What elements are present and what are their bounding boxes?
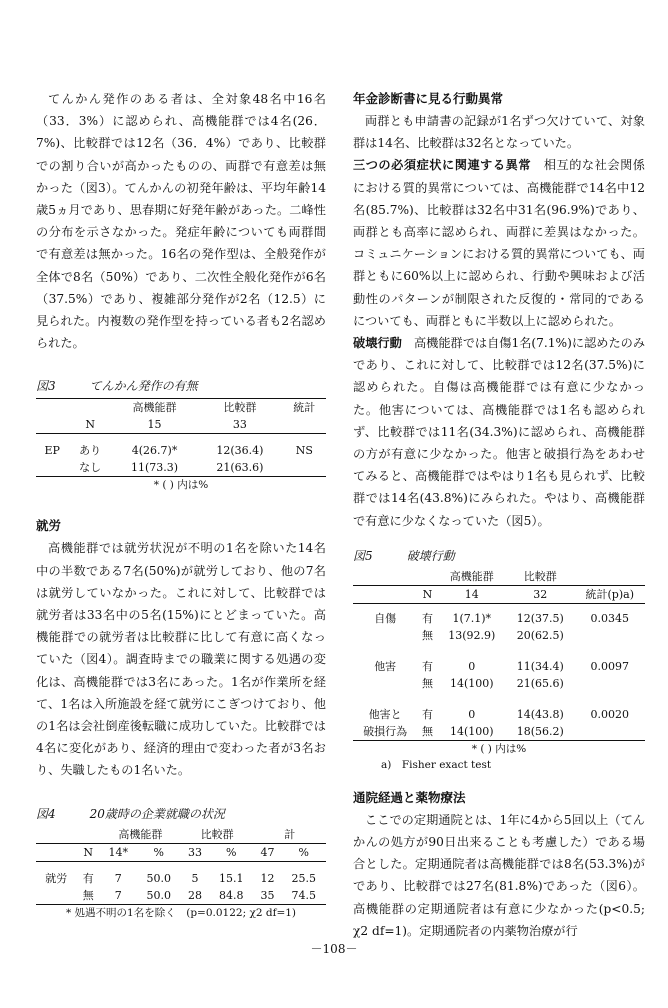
figure-3-label: 図3 — [36, 379, 56, 394]
figure-3-note: * ( ) 内は% — [153, 479, 209, 492]
epilepsy-paragraph: てんかん発作のある者は、全対象48名中16名（33．3%）に認められ、高機能群では4名(26．7%)、比較群では12名（36．4%）であり、比較群での割り合いが高かったものの、両群で有意差は無かった（図3）。てんかんの初発年齢は、平均年齢14歳5ヵ月であり、思春期に好発年齢があった。二峰性の分布を示さなかった。発症年齢についても両群間で有意差は無かった。16名の発作型は、全般発作が全体で8名（50%）であり、二次性全般化発作が6名（37.5%）であり、複雑部分発作が2名（12.5）に見られた。内複数の発作型を持っている者も2名認められた。 — [36, 92, 326, 351]
figure-5 — [353, 546, 645, 773]
followup-paragraph: ここでの定期通院とは、1年に4から5回以上（てんかんの処方が90日出来ることも考慮した）である場合とした。定期通院者は高機能群では8名(53.3%)がであり、比較群では27名(81.8%)であった（図6）。高機能群の定期通院者は有意に少なかった(p<0.5; χ2 df=1)。定期通院者の内薬物治療が行 — [353, 812, 645, 938]
table-header-row: 高機能群 比較群 計 — [118, 827, 296, 841]
figure-3-title: てんかん発作の有無 — [89, 379, 198, 394]
table-row: なし 11(73.3) 21(63.6) — [36, 459, 326, 477]
annual-report-heading: 年金診断書に見る行動異常 — [353, 91, 504, 106]
annual-report-paragraph: 両群とも申請書の記録が1名ずつ欠けていて、対象群は14名、比較群は32名となっていた。 — [353, 114, 645, 151]
triad-heading: 三つの必須症状に関連する異常 — [353, 158, 532, 173]
triad-text: 相互的な社会関係における質的異常については、高機能群で14名中12名(85.7%)、比較群は32名中31名(96.9%)であり、両群とも高率に認められ、両群に差異はなかった。コミュニケーションにおける質的異常についても、両群ともに60%以上に認められ、行動や興味および活動性のパターンが制限された反復的・常同的であるについても、両群ともに半数以上に認められた。 — [353, 158, 645, 328]
employment-paragraph: 高機能群では就労状況が不明の1名を除いた14名中の半数である7名(50%)が就労しており、他の7名は就労していなかった。これに対して、比較群では就労者は33名中の5名(15%)にとどまっていた。高機能群での就労者は比較群に比して有意に高くなっていた（図4）。調査時までの職業に関する処遇の変化は、高機能群では3名にあった。1名が作業所を経て、1名は入所施設を経て就労にこぎつけており、他の1名は会社倒産後転職に成功していた。比較群では4名に変化があり、経済的理由で変わった者が3名おり、失職したもの1名いた。 — [36, 541, 326, 778]
triad-paragraph — [353, 154, 645, 332]
table-row: 無 13(92.9) 20(62.5) — [421, 628, 564, 642]
destructive-text: 高機能群では自傷1名(7.1%)に認めたのみであり、これに対して、比較群では12名(37.5%)に認められた。自傷は高機能群では有意に少なかった。他害については、高機能群では1名も認められず、比較群では11名(34.3%)に認められ、高機能群の方が有意に少なかった。他害と破損行為をあわせてみると、高機能群ではやはり1名も見られず、比較群では14名(43.8%)にみられた。やはり、高機能群で有意に少なくなっていた（図5）。 — [353, 336, 646, 528]
destructive-paragraph — [353, 332, 645, 532]
figure-5-title: 破壊行動 — [406, 548, 455, 563]
figure-4 — [36, 804, 326, 921]
figure-5-label: 図5 — [353, 548, 373, 563]
right-column — [353, 88, 645, 942]
figure-4-label: 図4 — [36, 806, 56, 821]
table-row: 他害と 有 0 14(43.8) 0.0020 — [368, 707, 630, 721]
figure-5-footnote: a) Fisher exact test — [381, 758, 492, 771]
table-row: 破損行為 無 14(100) 18(56.2) — [353, 723, 645, 741]
left-column — [36, 88, 326, 921]
table-row: EP あり 4(26.7)* 12(36.4) NS — [44, 444, 313, 458]
destructive-heading: 破壊行動 — [353, 336, 402, 351]
figure-3-caption — [36, 376, 326, 396]
followup-heading: 通院経過と薬物療法 — [353, 789, 466, 805]
employment-heading: 就労 — [36, 518, 62, 534]
table-row: 就労 有 7 50.0 5 15.1 12 25.5 — [45, 871, 316, 885]
figure-3-table — [36, 398, 326, 477]
page-number: －108－ — [310, 942, 358, 956]
figure-5-table — [353, 568, 645, 741]
table-row: 他害 有 0 11(34.4) 0.0097 — [374, 659, 630, 673]
figure-4-caption — [36, 804, 326, 824]
table-row: 自傷 有 1(7.1)* 12(37.5) 0.0345 — [374, 611, 630, 625]
figure-5-note: * ( ) 内は% — [471, 742, 527, 755]
table-row: N 15 33 — [36, 416, 326, 434]
figure-5-caption — [353, 546, 645, 566]
figure-4-title: 20歳時の企業就職の状況 — [89, 806, 225, 821]
table-row: 無 14(100) 21(65.6) — [421, 676, 564, 690]
table-header-row: N 14* % 33 % 47 % — [36, 843, 326, 861]
figure-4-note: * 処遇不明の1名を除く (p=0.0122; χ2 df=1) — [65, 906, 297, 919]
table-header-row: 高機能群 比較群 統計 — [36, 399, 326, 417]
figure-4-table — [36, 826, 326, 905]
table-header-row: 高機能群 比較群 — [449, 569, 557, 583]
table-header-row: N 14 32 統計(p)a) — [353, 585, 645, 603]
table-row: 無 7 50.0 28 84.8 35 74.5 — [36, 887, 326, 905]
figure-3 — [36, 376, 326, 493]
